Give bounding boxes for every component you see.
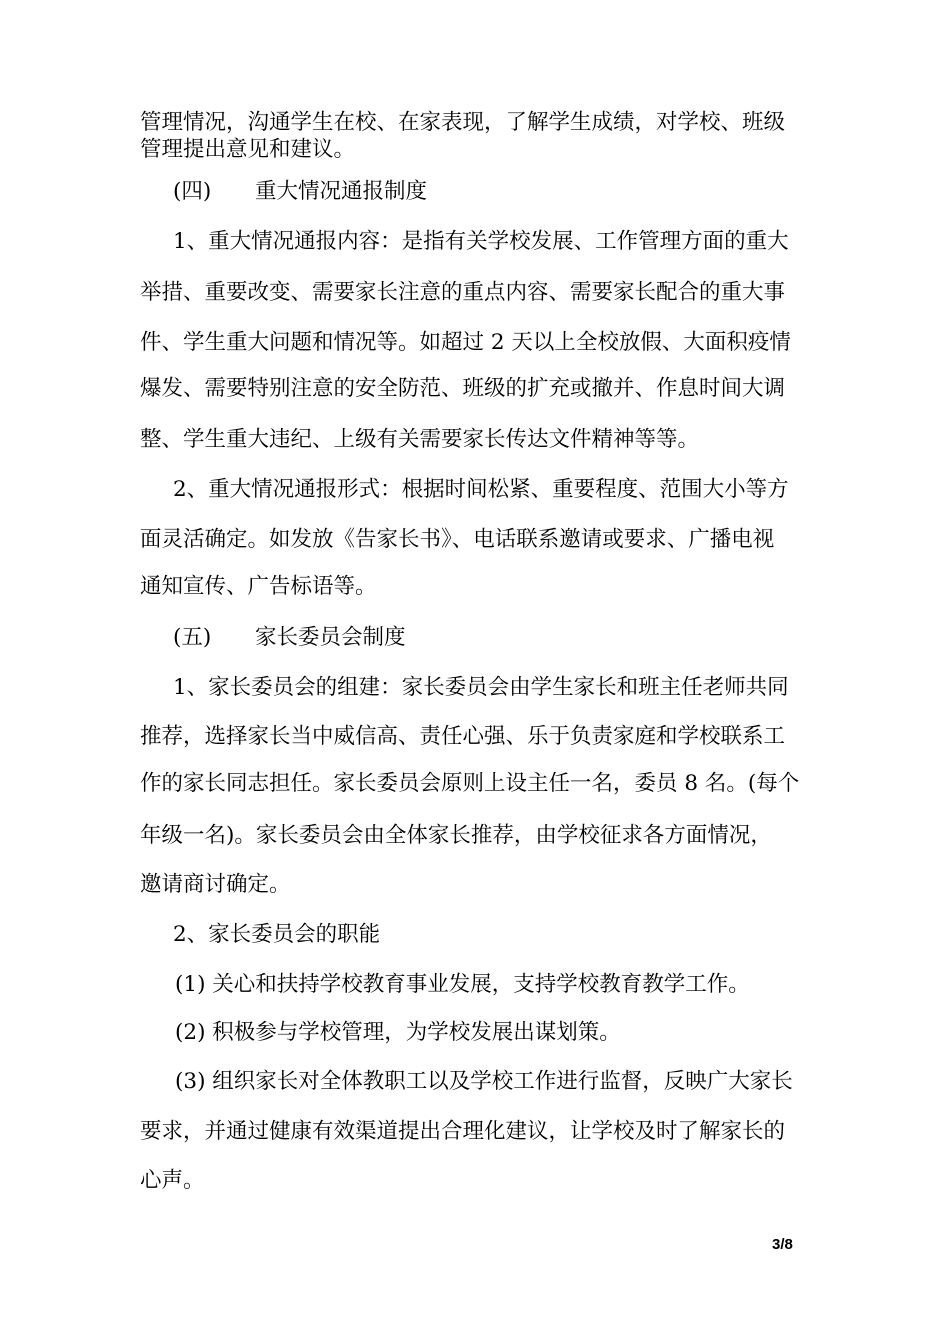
paragraph-line: 推荐，选择家长当中威信高、责任心强、乐于负责家庭和学校联系工 [140, 724, 786, 749]
paragraph-line: 1、家长委员会的组建：家长委员会由学生家长和班主任老师共同 [173, 675, 789, 700]
section-title: 重大情况通报制度 [255, 179, 428, 204]
paragraph-line: 通知宣传、广告标语等。 [140, 574, 377, 599]
paragraph-line: 举措、重要改变、需要家长注意的重点内容、需要家长配合的重大事 [140, 280, 786, 305]
paragraph-line: 作的家长同志担任。家长委员会原则上设主任一名，委员 8 名。(每个 [140, 771, 800, 796]
section-heading [173, 181, 427, 203]
page-number: 3/8 [772, 1236, 793, 1253]
paragraph-line: 管理情况，沟通学生在校、在家表现，了解学生成绩，对学校、班级 [140, 110, 786, 135]
paragraph-line: 要求，并通过健康有效渠道提出合理化建议，让学校及时了解家长的 [140, 1119, 786, 1144]
paragraph-line: 管理提出意见和建议。 [140, 137, 356, 162]
paragraph-line: 年级一名)。家长委员会由全体家长推荐，由学校征求各方面情况， [140, 823, 772, 848]
paragraph-line: 爆发、需要特别注意的安全防范、班级的扩充或撤并、作息时间大调 [140, 376, 786, 401]
section-heading [173, 627, 406, 649]
list-item: (3) 组织家长对全体教职工以及学校工作进行监督，反映广大家长 [175, 1069, 793, 1094]
list-item: (1) 关心和扶持学校教育事业发展，支持学校教育教学工作。 [175, 972, 750, 997]
paragraph-line: 2、重大情况通报形式：根据时间松紧、重要程度、范围大小等方 [173, 477, 789, 502]
section-title: 家长委员会制度 [255, 625, 406, 650]
paragraph-line: 心声。 [140, 1168, 205, 1193]
list-item: (2) 积极参与学校管理，为学校发展出谋划策。 [175, 1020, 621, 1045]
paragraph-line: 面灵活确定。如发放《告家长书》、电话联系邀请或要求、广播电视 [140, 527, 775, 552]
paragraph-line: 邀请商讨确定。 [140, 872, 291, 897]
paragraph-line: 1、重大情况通报内容：是指有关学校发展、工作管理方面的重大 [173, 229, 789, 254]
paragraph-line: 件、学生重大问题和情况等。如超过 2 天以上全校放假、大面积疫情 [140, 330, 791, 355]
section-number: (四) [173, 179, 212, 204]
paragraph-line: 2、家长委员会的职能 [173, 922, 381, 947]
paragraph-line: 整、学生重大违纪、上级有关需要家长传达文件精神等等。 [140, 427, 700, 452]
section-number: (五) [173, 625, 212, 650]
